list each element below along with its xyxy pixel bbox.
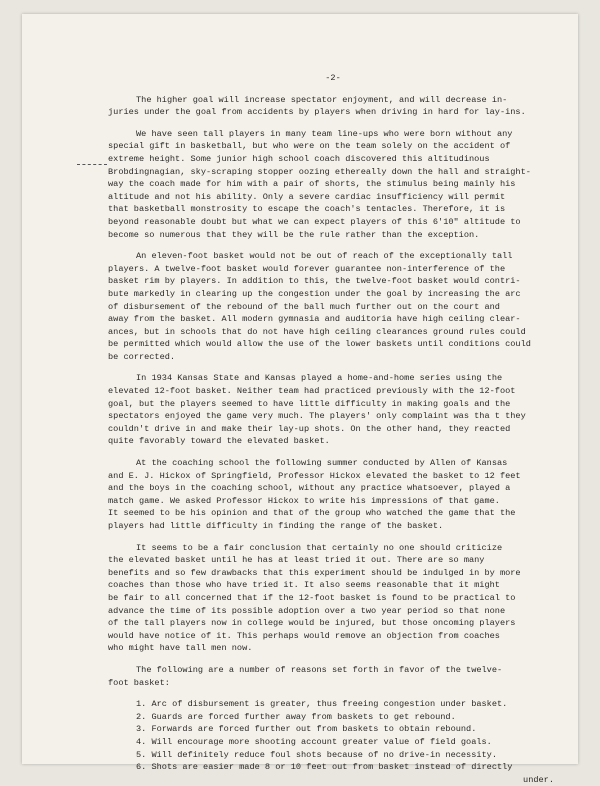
text-line: the elevated basket until he has at least tried it out. There are so many: [108, 555, 485, 566]
paragraph: [108, 664, 558, 689]
text-line: players. A twelve-foot basket would forever guarantee non-interference of the: [108, 263, 506, 274]
reason-item: 4. Will encourage more shooting account greater value of field goals.: [136, 736, 492, 747]
reason-item: 6. Shots are easier made 8 or 10 feet out from basket instead of directly: [136, 762, 513, 773]
text-line: way the coach made for him with a pair of shorts, the stimulus being mainly his: [108, 179, 516, 190]
paragraph: [108, 457, 558, 533]
text-line: players had little difficulty in finding the range of the basket.: [108, 521, 444, 531]
text-line: of disbursement of the rebound of the ball much further out on the court and: [108, 301, 500, 312]
text-line: goal, but the players seemed to have little difficulty in making goals and the: [108, 398, 511, 409]
text-line: that basketball monstrosity to escape the coach's tentacles. Therefore, it is: [108, 204, 506, 215]
text-line: become so numerous that they will be the rule rather than the exception.: [108, 229, 480, 240]
text-line: elevated 12-foot basket. Neither team had practiced previously with the 12-foot: [108, 386, 516, 397]
paragraph: [108, 94, 558, 119]
document-body: [108, 72, 558, 786]
text-line: advance the time of its possible adoption over a two year period so that none: [108, 605, 506, 616]
reason-item-continuation: under.: [523, 774, 554, 785]
text-line: extreme height. Some junior high school coach discovered this altitudinous: [108, 153, 490, 164]
text-line: be permitted which would allow the use of the lower baskets until conditions could: [108, 339, 531, 350]
text-line: who might have tall men now.: [108, 643, 253, 654]
reason-item: 3. Forwards are forced further out from baskets to obtain rebound.: [136, 724, 477, 735]
text-line: be fair to all concerned that if the 12-foot basket is found to be practical to: [108, 592, 516, 603]
text-line: away from the basket. All modern gymnasia and auditoria have high ceiling clear-: [108, 314, 521, 325]
text-line: and the boys in the coaching school, without any practice whatsoever, played a: [108, 483, 511, 494]
text-line: bute markedly in clearing up the congestion under the goal by increasing the arc: [108, 288, 521, 299]
reasons-list: [108, 698, 558, 786]
text-line: benefits and so few drawbacks that this experiment should be indulged in by more: [108, 567, 521, 578]
page-number: -2-: [325, 73, 341, 83]
text-line: beyond reasonable doubt but what we can expect players of this 6'10" altitude to: [108, 216, 521, 227]
paragraph: [108, 372, 558, 448]
document-page: [22, 14, 578, 785]
paragraph: [108, 542, 558, 655]
text-line: In 1934 Kansas State and Kansas played a home-and-home series using the: [136, 373, 503, 384]
text-line: coaches than those who have tried it. It also seems reasonable that it might: [108, 580, 500, 591]
margin-pencil-mark: [77, 164, 107, 165]
text-line: altitude and not his ability. Only a severe cardiac insufficiency will permit: [108, 191, 506, 202]
text-line: couldn't drive in and make their lay-up shots. On the other hand, they reacted: [108, 423, 511, 434]
text-line: and E. J. Hickox of Springfield, Professor Hickox elevated the basket to 12 feet: [108, 470, 521, 481]
text-line: juries under the goal from accidents by players when driving in hard for lay-ins.: [108, 107, 526, 118]
reason-item: 1. Arc of disbursement is greater, thus freeing congestion under basket.: [136, 699, 508, 710]
text-line: special gift in basketball, but who were on the team solely on the accident of: [108, 141, 511, 152]
reason-item: 2. Guards are forced further away from baskets to get rebound.: [136, 711, 456, 722]
text-line: foot basket:: [108, 677, 170, 688]
text-line: basket rim by players. In addition to this, the twelve-foot basket would contri-: [108, 276, 521, 287]
text-line: match game. We asked Professor Hickox to write his impressions of that game.: [108, 495, 500, 506]
text-line: We have seen tall players in many team line-ups who were born without any: [136, 128, 513, 139]
paragraph-container: [108, 94, 558, 690]
paragraph: [108, 128, 558, 241]
text-line: At the coaching school the following summer conducted by Allen of Kansas: [136, 458, 508, 469]
text-line: of the tall players now in college would be injured, but those oncoming players: [108, 618, 516, 629]
text-line: Brobdingnagian, sky-scraping stopper oozing ethereally down the hall and straight-: [108, 166, 531, 177]
text-line: ances, but in schools that do not have high ceiling clearances ground rules could: [108, 326, 526, 337]
text-line: quite favorably toward the elevated basket.: [108, 436, 330, 447]
text-line: It seems to be a fair conclusion that certainly no one should criticize: [136, 542, 503, 553]
paragraph: [108, 250, 558, 363]
text-line: would have notice of it. This perhaps would remove an objection from coaches: [108, 630, 500, 641]
reason-item: 5. Will definitely reduce foul shots because of no drive-in necessity.: [136, 749, 497, 760]
text-line: spectators enjoyed the game very much. The players' only complaint was tha t they: [108, 411, 526, 422]
text-line: An eleven-foot basket would not be out of reach of the exceptionally tall: [136, 251, 513, 262]
text-line: The higher goal will increase spectator enjoyment, and will decrease in-: [136, 94, 508, 105]
text-line: be corrected.: [108, 351, 176, 362]
text-line: The following are a number of reasons set forth in favor of the twelve-: [136, 664, 503, 675]
text-line: It seemed to be his opinion and that of the group who watched the game that the: [108, 508, 516, 519]
